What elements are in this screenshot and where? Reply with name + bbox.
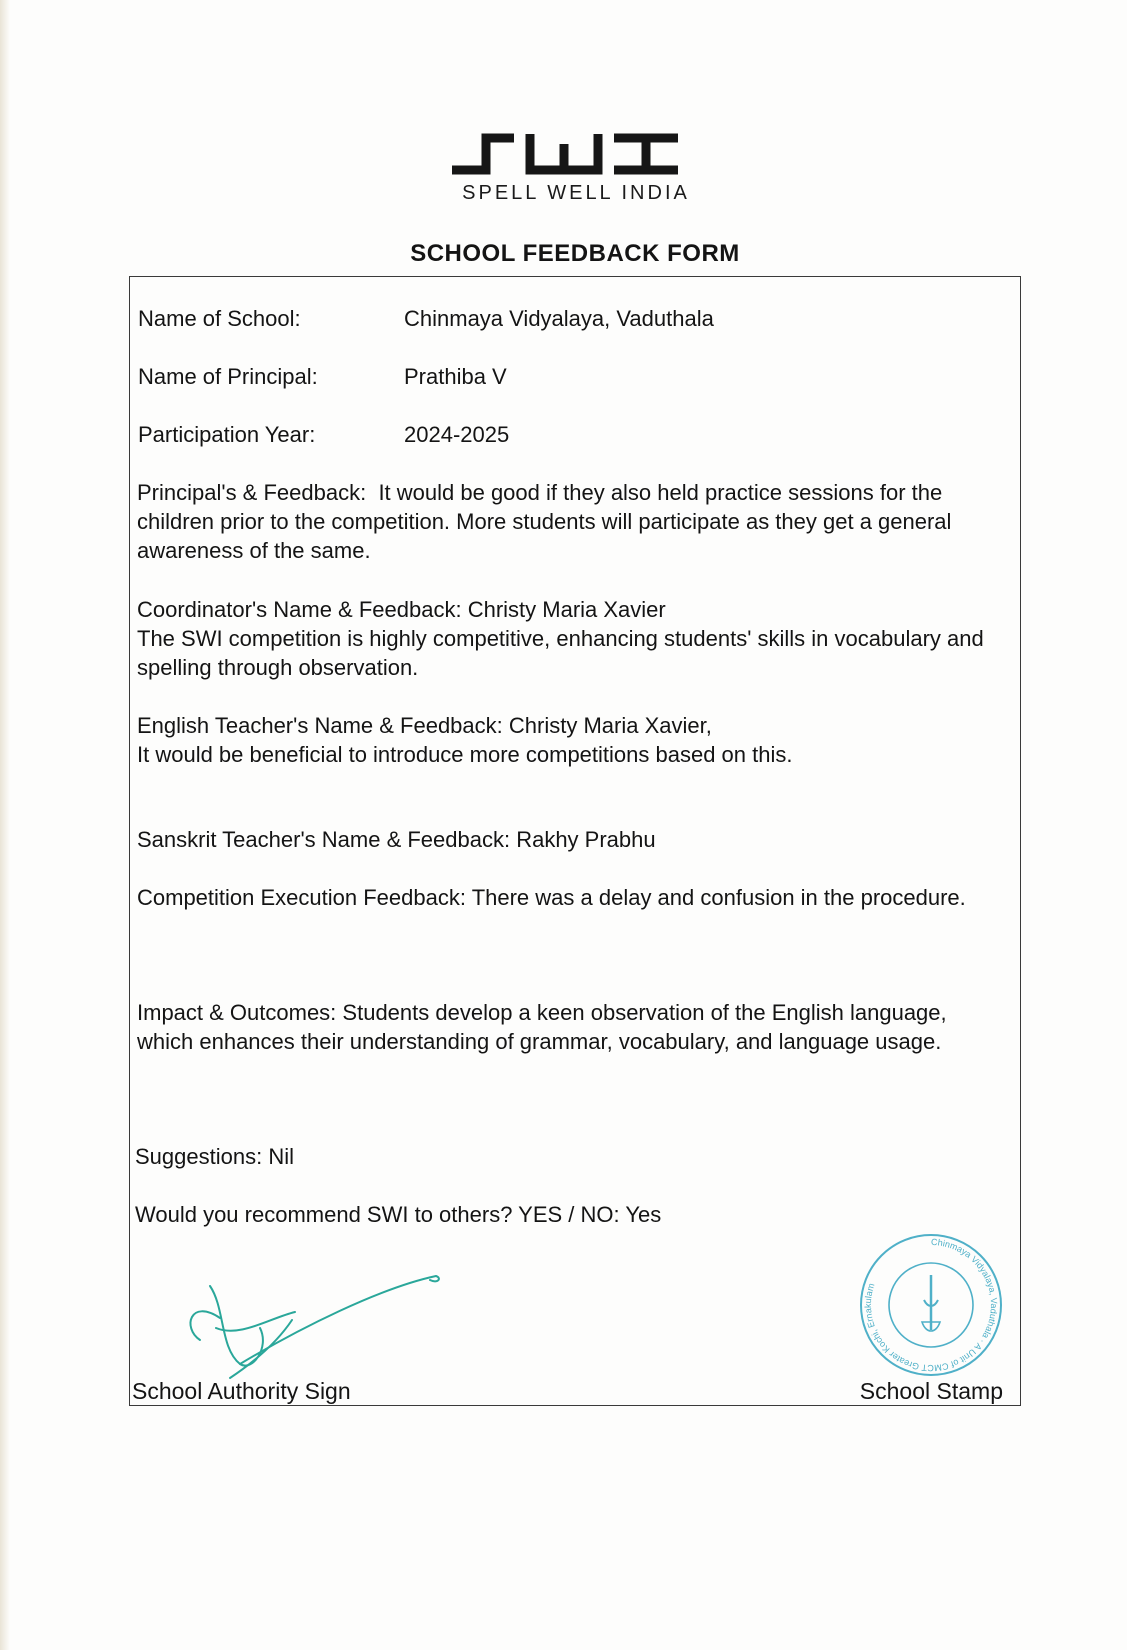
logo-tagline: SPELL WELL INDIA xyxy=(462,182,690,204)
swi-logo-mark xyxy=(452,132,702,176)
coordinator-label: Coordinator's Name & Feedback: xyxy=(137,597,462,622)
english-teacher-name: Christy Maria Xavier, xyxy=(508,713,712,738)
execution-text: There was a delay and confusion in the procedure. xyxy=(471,885,966,910)
principal-value: Prathiba V xyxy=(404,364,507,389)
english-teacher-text: It would be beneficial to introduce more competitions based on this. xyxy=(137,742,793,767)
school-value: Chinmaya Vidyalaya, Vaduthala xyxy=(404,306,714,331)
sanskrit-teacher-feedback xyxy=(137,825,1007,854)
sanskrit-teacher-label: Sanskrit Teacher's Name & Feedback: xyxy=(137,827,511,852)
stamp-text: Chinmaya Vidyalaya, Vaduthala · A Unit of CMCT Greater Kochi, Ernakulam xyxy=(862,1236,999,1374)
signature-mark xyxy=(180,1268,450,1383)
suggestions-label: Suggestions: xyxy=(135,1144,263,1169)
recommend-question xyxy=(135,1200,1005,1229)
impact-label: Impact & Outcomes: xyxy=(137,1000,337,1025)
recommend-value: Yes xyxy=(625,1202,662,1227)
principal-feedback-text: It would be good if they also held practice sessions for the children prior to the competition. More students will participate as they get a general awareness of the same. xyxy=(137,480,952,563)
school-label: Name of School: xyxy=(138,306,301,331)
school-stamp-mark xyxy=(856,1230,1006,1380)
recommend-label: Would you recommend SWI to others? YES / NO: xyxy=(135,1202,620,1227)
suggestions-value: Nil xyxy=(268,1144,294,1169)
principal-feedback-label: Principal's & Feedback: xyxy=(137,480,367,505)
coordinator-name: Christy Maria Xavier xyxy=(467,597,666,622)
impact-outcomes xyxy=(137,998,1007,1056)
impact-text: Students develop a keen observation of the English language, which enhances their understanding of grammar, vocabulary, and language usage. xyxy=(137,1000,947,1054)
year-label: Participation Year: xyxy=(138,422,316,447)
swi-logo xyxy=(446,132,706,208)
year-value: 2024-2025 xyxy=(404,422,510,447)
coordinator-feedback xyxy=(137,595,1007,682)
paper-edge-shade xyxy=(0,0,10,1650)
school-stamp-label: School Stamp xyxy=(859,1378,1003,1404)
principal-label: Name of Principal: xyxy=(138,364,318,389)
sanskrit-teacher-name: Rakhy Prabhu xyxy=(516,827,656,852)
english-teacher-label: English Teacher's Name & Feedback: xyxy=(137,713,503,738)
school-authority-sign-label: School Authority Sign xyxy=(132,1378,351,1404)
coordinator-text: The SWI competition is highly competitive, enhancing students' skills in vocabulary and spelling through observation. xyxy=(137,626,984,680)
principal-feedback xyxy=(137,478,1007,565)
execution-feedback xyxy=(137,883,1007,912)
suggestions xyxy=(135,1142,1005,1171)
form-title: SCHOOL FEEDBACK FORM xyxy=(410,240,740,267)
execution-label: Competition Execution Feedback: xyxy=(137,885,466,910)
english-teacher-feedback xyxy=(137,711,1007,769)
